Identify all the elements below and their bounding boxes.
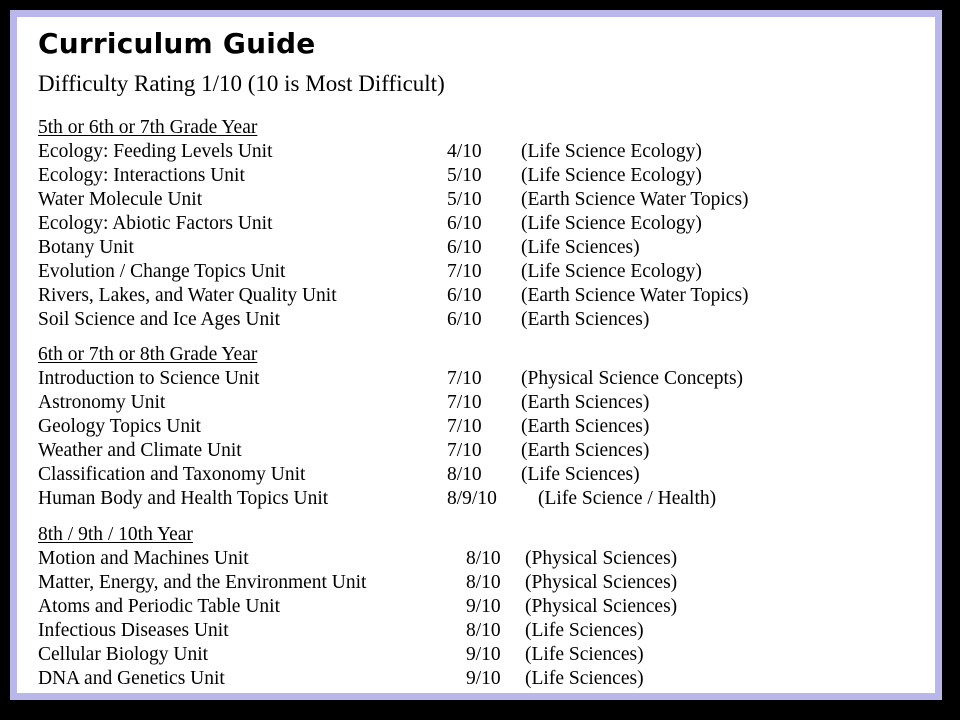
list-item xyxy=(38,571,918,595)
difficulty-rating: 7/10 xyxy=(447,416,482,437)
difficulty-rating: 8/10 xyxy=(447,464,482,485)
unit-category: (Life Sciences) xyxy=(525,644,644,665)
section-heading: 8th / 9th / 10th Year xyxy=(38,524,193,545)
unit-category: (Life Sciences) xyxy=(525,620,644,641)
list-item xyxy=(38,487,918,511)
list-item xyxy=(38,188,918,212)
difficulty-rating: 7/10 xyxy=(447,261,482,282)
difficulty-rating: 6/10 xyxy=(447,285,482,306)
difficulty-rating: 7/10 xyxy=(447,368,482,389)
difficulty-rating: 9/10 xyxy=(466,596,501,617)
unit-category: (Physical Science Concepts) xyxy=(521,368,744,389)
unit-category: (Life Sciences) xyxy=(525,668,644,689)
unit-category: (Physical Sciences) xyxy=(525,572,678,593)
difficulty-rating: 6/10 xyxy=(447,309,482,330)
unit-category: (Earth Science Water Topics) xyxy=(521,285,749,306)
unit-name: Matter, Energy, and the Environment Unit xyxy=(38,572,367,593)
unit-name: Geology Topics Unit xyxy=(38,416,201,437)
unit-name: Infectious Diseases Unit xyxy=(38,620,229,641)
unit-name: Atoms and Periodic Table Unit xyxy=(38,596,280,617)
list-item xyxy=(38,643,918,667)
unit-category: (Earth Sciences) xyxy=(521,416,650,437)
list-item xyxy=(38,164,918,188)
unit-name: Ecology: Feeding Levels Unit xyxy=(38,141,273,162)
list-item xyxy=(38,260,918,284)
list-item xyxy=(38,619,918,643)
difficulty-rating: 4/10 xyxy=(447,141,482,162)
difficulty-rating: 5/10 xyxy=(447,189,482,210)
list-item xyxy=(38,367,918,391)
list-item xyxy=(38,439,918,463)
unit-name: Weather and Climate Unit xyxy=(38,440,242,461)
difficulty-subtitle: Difficulty Rating 1/10 (10 is Most Difficult) xyxy=(38,71,445,96)
section-grade-5-7 xyxy=(38,116,918,332)
unit-name: Water Molecule Unit xyxy=(38,189,203,210)
unit-category: (Earth Sciences) xyxy=(521,309,650,330)
unit-category: (Life Sciences) xyxy=(521,464,640,485)
difficulty-rating: 8/10 xyxy=(466,548,501,569)
slide-page xyxy=(17,17,935,693)
list-item xyxy=(38,463,918,487)
list-item xyxy=(38,212,918,236)
unit-name: Classification and Taxonomy Unit xyxy=(38,464,306,485)
unit-category: (Physical Sciences) xyxy=(525,596,678,617)
difficulty-rating: 8/9/10 xyxy=(447,488,497,509)
unit-name: Cellular Biology Unit xyxy=(38,644,209,665)
section-heading: 5th or 6th or 7th Grade Year xyxy=(38,117,258,138)
unit-name: Human Body and Health Topics Unit xyxy=(38,488,329,509)
section-heading: 6th or 7th or 8th Grade Year xyxy=(38,344,258,365)
unit-name: Ecology: Abiotic Factors Unit xyxy=(38,213,273,234)
unit-category: (Earth Sciences) xyxy=(521,392,650,413)
list-item xyxy=(38,236,918,260)
difficulty-rating: 9/10 xyxy=(466,668,501,689)
unit-category: (Life Science Ecology) xyxy=(521,141,702,162)
difficulty-rating: 6/10 xyxy=(447,213,482,234)
list-item xyxy=(38,667,918,691)
unit-name: Botany Unit xyxy=(38,237,134,258)
unit-category: (Life Science Ecology) xyxy=(521,213,702,234)
list-item xyxy=(38,308,918,332)
list-item xyxy=(38,415,918,439)
unit-category: (Earth Science Water Topics) xyxy=(521,189,749,210)
unit-name: Astronomy Unit xyxy=(38,392,166,413)
unit-category: (Life Science Ecology) xyxy=(521,261,702,282)
list-item xyxy=(38,284,918,308)
unit-name: Introduction to Science Unit xyxy=(38,368,260,389)
unit-category: (Life Science / Health) xyxy=(538,488,717,509)
unit-category: (Life Sciences) xyxy=(521,237,640,258)
unit-name: DNA and Genetics Unit xyxy=(38,668,225,689)
difficulty-rating: 6/10 xyxy=(447,237,482,258)
list-item xyxy=(38,140,918,164)
unit-category: (Physical Sciences) xyxy=(525,548,678,569)
section-grade-8-10 xyxy=(38,523,918,691)
difficulty-rating: 8/10 xyxy=(466,572,501,593)
list-item xyxy=(38,547,918,571)
section-grade-6-8 xyxy=(38,343,918,511)
slide-frame xyxy=(10,10,942,700)
difficulty-rating: 8/10 xyxy=(466,620,501,641)
unit-name: Soil Science and Ice Ages Unit xyxy=(38,309,281,330)
page-title: Curriculum Guide xyxy=(38,27,316,60)
difficulty-rating: 5/10 xyxy=(447,165,482,186)
unit-category: (Life Science Ecology) xyxy=(521,165,702,186)
unit-category: (Earth Sciences) xyxy=(521,440,650,461)
unit-name: Evolution / Change Topics Unit xyxy=(38,261,286,282)
difficulty-rating: 7/10 xyxy=(447,440,482,461)
difficulty-rating: 7/10 xyxy=(447,392,482,413)
unit-name: Rivers, Lakes, and Water Quality Unit xyxy=(38,285,337,306)
unit-name: Ecology: Interactions Unit xyxy=(38,165,245,186)
list-item xyxy=(38,595,918,619)
difficulty-rating: 9/10 xyxy=(466,644,501,665)
unit-name: Motion and Machines Unit xyxy=(38,548,249,569)
list-item xyxy=(38,391,918,415)
